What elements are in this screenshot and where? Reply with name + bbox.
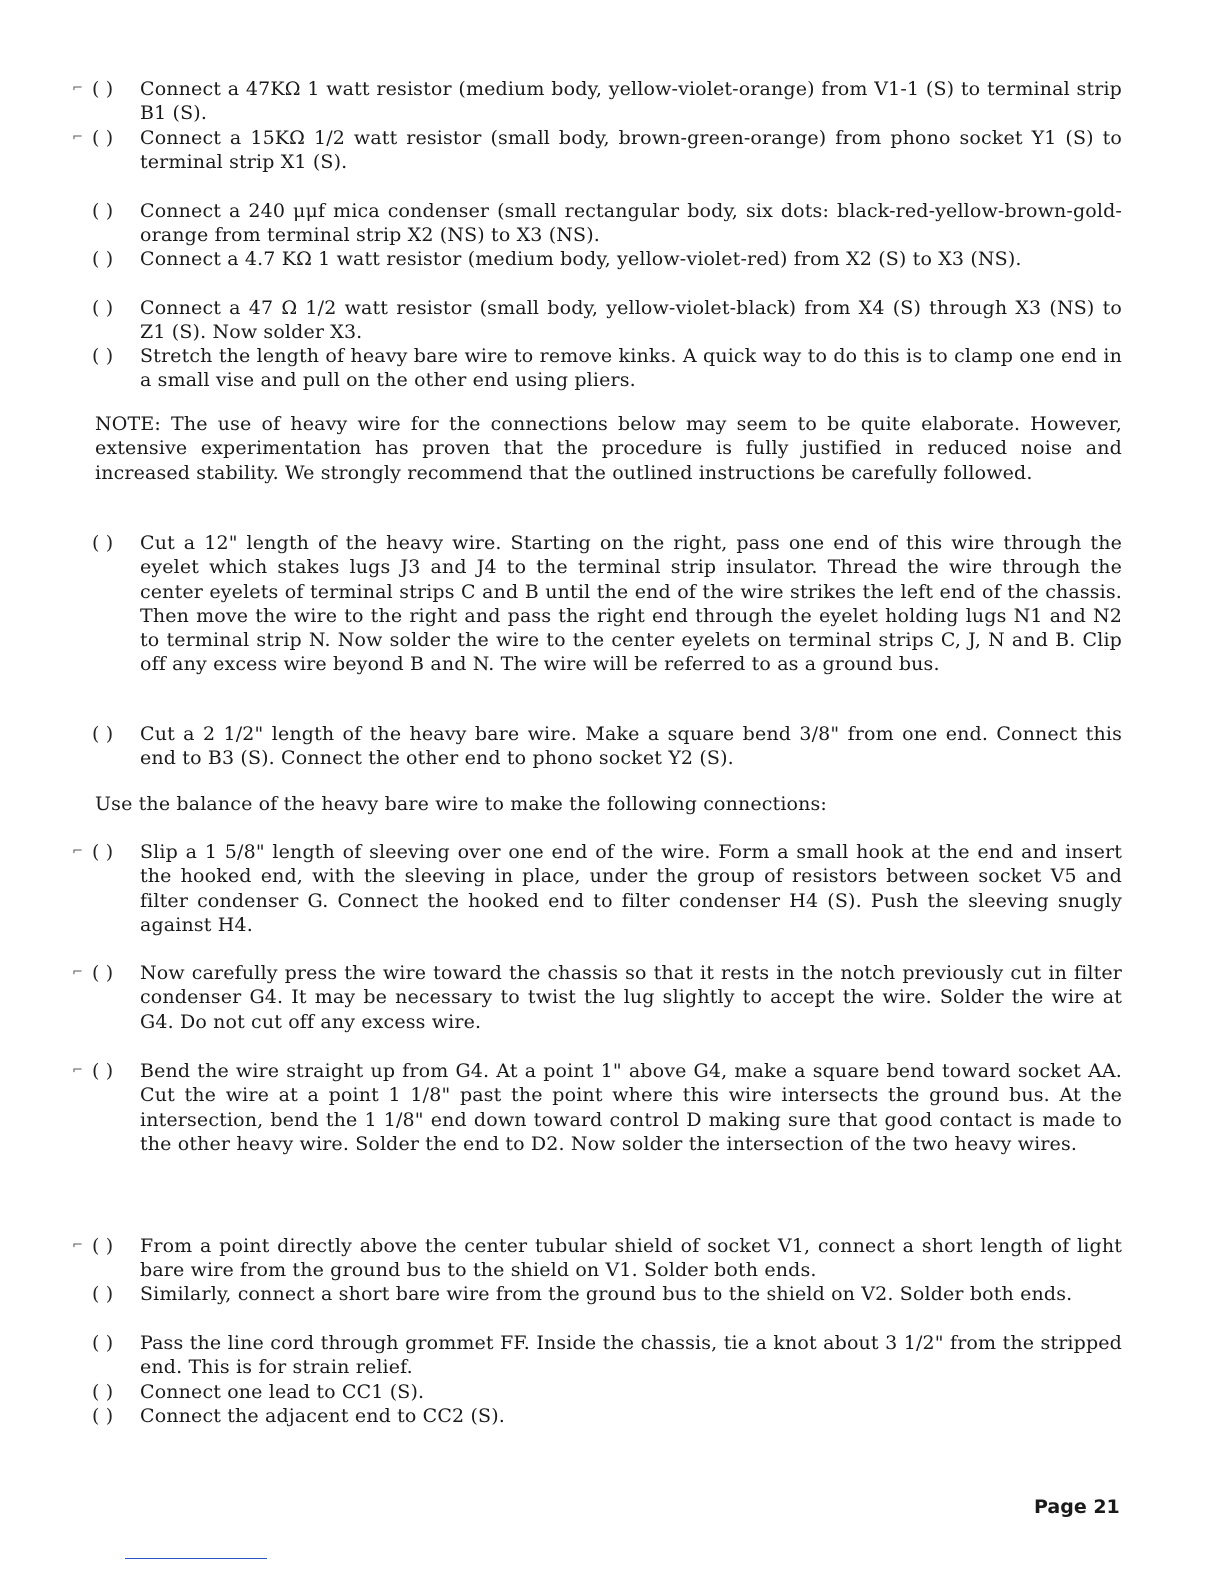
- step-item: [92, 1404, 1122, 1428]
- step-text: Pass the line cord through grommet FF. Inside the chassis, tie a knot about 3 1/2" from the stripped end. This is for strain relief.: [140, 1332, 1122, 1379]
- step-item: [92, 199, 1122, 248]
- step-text: Stretch the length of heavy bare wire to remove kinks. A quick way to do this is to clamp one end in a small vise and pull on the other end using pliers.: [140, 345, 1122, 392]
- step-checkbox[interactable]: ( ): [92, 1381, 114, 1403]
- step-item: [92, 344, 1122, 393]
- step-checkbox[interactable]: ( ): [92, 1283, 114, 1305]
- step-text: Connect a 240 μμf mica condenser (small rectangular body, six dots: black-red-yellow-brown-gold-orange from terminal strip X2 (NS) to X3 (NS).: [140, 200, 1122, 247]
- step-checkbox[interactable]: ( ): [92, 78, 114, 100]
- step-text: Connect a 47 Ω 1/2 watt resistor (small body, yellow-violet-black) from X4 (S) through X3 (NS) to Z1 (S). Now solder X3.: [140, 297, 1122, 344]
- check-mark-icon: ⌐: [72, 1238, 84, 1253]
- step-item: [72, 961, 1122, 1034]
- step-item: [72, 77, 1122, 126]
- check-mark-icon: ⌐: [72, 844, 84, 859]
- step-text: Bend the wire straight up from G4. At a point 1" above G4, make a square bend toward socket AA. Cut the wire at a point 1 1/8" past the point where this wire intersects the ground bus. At the intersection, bend the 1 1/8" end down toward control D making sure that good contact is made to the other heavy wire. Solder the end to D2. Now solder the intersection of the two heavy wires.: [140, 1060, 1122, 1155]
- step-text: Connect one lead to CC1 (S).: [140, 1381, 425, 1403]
- step-checkbox[interactable]: ( ): [92, 297, 114, 319]
- step-text: Connect a 47KΩ 1 watt resistor (medium body, yellow-violet-orange) from V1-1 (S) to terminal strip B1 (S).: [140, 78, 1122, 125]
- step-item: [92, 1380, 1122, 1404]
- step-text: Cut a 12" length of the heavy wire. Starting on the right, pass one end of this wire through the eyelet which stakes lugs J3 and J4 to the terminal strip insulator. Thread the wire through the center eyelets of terminal strips C and B until the end of the wire strikes the left end of the chassis. Then move the wire to the right and pass the right end through the eyelet holding lugs N1 and N2 to terminal strip N. Now solder the wire to the center eyelets on terminal strips C, J, N and B. Clip off any excess wire beyond B and N. The wire will be referred to as a ground bus.: [140, 532, 1122, 676]
- step-checkbox[interactable]: ( ): [92, 1060, 114, 1082]
- step-text: Connect the adjacent end to CC2 (S).: [140, 1405, 505, 1427]
- step-text: Connect a 15KΩ 1/2 watt resistor (small body, brown-green-orange) from phono socket Y1 (S) to terminal strip X1 (S).: [140, 127, 1122, 174]
- step-item: [72, 840, 1122, 937]
- page-number: Page 21: [1034, 1496, 1120, 1518]
- step-item: [92, 296, 1122, 345]
- step-item: [92, 722, 1122, 771]
- step-checkbox[interactable]: ( ): [92, 1405, 114, 1427]
- step-checkbox[interactable]: ( ): [92, 1235, 114, 1257]
- step-item: [72, 1059, 1122, 1156]
- footer-rule: [125, 1558, 267, 1559]
- check-mark-icon: ⌐: [72, 81, 84, 96]
- check-mark-icon: ⌐: [72, 965, 84, 980]
- step-checkbox[interactable]: ( ): [92, 200, 114, 222]
- step-item: [72, 126, 1122, 175]
- step-checkbox[interactable]: ( ): [92, 248, 114, 270]
- step-checkbox[interactable]: ( ): [92, 532, 114, 554]
- step-checkbox[interactable]: ( ): [92, 962, 114, 984]
- step-text: Connect a 4.7 KΩ 1 watt resistor (medium body, yellow-violet-red) from X2 (S) to X3 (NS).: [140, 248, 1022, 270]
- note-paragraph: NOTE: The use of heavy wire for the connections below may seem to be quite elaborate. However, extensive experimentation has proven that the procedure is fully justified in reduced noise and increased stability. We strongly recommend that the outlined instructions be carefully followed.: [95, 413, 1122, 484]
- step-text: Slip a 1 5/8" length of sleeving over one end of the wire. Form a small hook at the end and insert the hooked end, with the sleeving in place, under the group of resistors between socket V5 and filter condenser G. Connect the hooked end to filter condenser H4 (S). Push the sleeving snugly against H4.: [140, 841, 1122, 936]
- heavy-wire-intro: Use the balance of the heavy bare wire to make the following connections:: [95, 793, 827, 815]
- step-item: [92, 1331, 1122, 1380]
- step-checkbox[interactable]: ( ): [92, 1332, 114, 1354]
- step-checkbox[interactable]: ( ): [92, 345, 114, 367]
- step-item: [92, 531, 1122, 677]
- step-checkbox[interactable]: ( ): [92, 841, 114, 863]
- step-item: [92, 1282, 1122, 1306]
- step-item: [72, 1234, 1122, 1283]
- step-checkbox[interactable]: ( ): [92, 723, 114, 745]
- step-text: Cut a 2 1/2" length of the heavy bare wire. Make a square bend 3/8" from one end. Connect this end to B3 (S). Connect the other end to phono socket Y2 (S).: [140, 723, 1122, 770]
- step-text: Now carefully press the wire toward the chassis so that it rests in the notch previously cut in filter condenser G4. It may be necessary to twist the lug slightly to accept the wire. Solder the wire at G4. Do not cut off any excess wire.: [140, 962, 1122, 1033]
- step-text: Similarly, connect a short bare wire from the ground bus to the shield on V2. Solder both ends.: [140, 1283, 1073, 1305]
- step-checkbox[interactable]: ( ): [92, 127, 114, 149]
- check-mark-icon: ⌐: [72, 1063, 84, 1078]
- step-item: [92, 247, 1122, 271]
- check-mark-icon: ⌐: [72, 130, 84, 145]
- step-text: From a point directly above the center tubular shield of socket V1, connect a short length of light bare wire from the ground bus to the shield on V1. Solder both ends.: [140, 1235, 1122, 1282]
